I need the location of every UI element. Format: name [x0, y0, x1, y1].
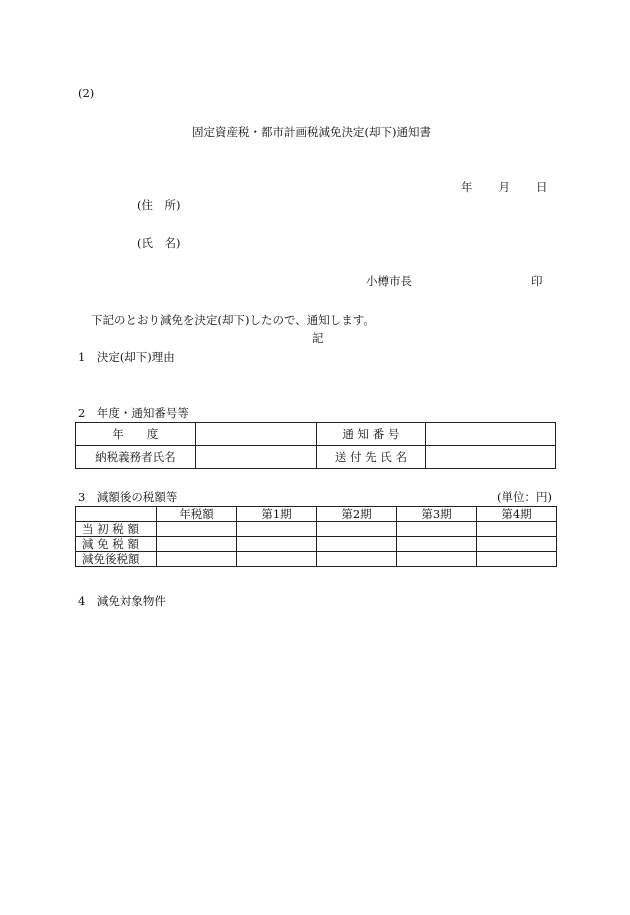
issuer-name: 小樽市長	[366, 274, 412, 288]
section1-heading: 1 決定(却下)理由	[78, 350, 175, 364]
section4-heading: 4 減免対象物件	[78, 594, 166, 608]
unit-label: (単位：円)	[497, 490, 552, 504]
table-cell	[477, 537, 557, 552]
section2-heading: 2 年度・通知番号等	[78, 406, 189, 420]
document-number: (2)	[78, 86, 95, 100]
document-title: 固定資産税・都市計画税減免決定(却下)通知書	[192, 125, 431, 139]
fiscal-year-value	[195, 423, 316, 446]
table-row	[76, 423, 556, 446]
notice-number-value	[426, 423, 556, 446]
table-cell	[157, 552, 237, 567]
intro-text: 下記のとおり減免を決定(却下)したので、通知します。	[91, 313, 375, 327]
taxpayer-name-label: 納税義務者氏名	[76, 446, 196, 469]
table-row	[76, 522, 557, 537]
table-row	[76, 552, 557, 567]
table-cell	[237, 537, 317, 552]
table-row	[76, 537, 557, 552]
fiscal-info-table	[75, 422, 556, 469]
table-row	[76, 446, 556, 469]
column-header: 第4期	[477, 507, 557, 522]
column-header: 第3期	[397, 507, 477, 522]
address-label: (住 所)	[137, 198, 181, 212]
table-cell	[237, 552, 317, 567]
row-label: 当 初 税 額	[76, 522, 157, 537]
section3-heading: 3 減額後の税額等	[78, 490, 178, 504]
tax-amount-table	[75, 506, 557, 567]
recipient-name-label: 送 付 先 氏 名	[316, 446, 426, 469]
table-cell	[397, 537, 477, 552]
column-header: 年税額	[157, 507, 237, 522]
table-cell	[317, 522, 397, 537]
table-cell	[237, 522, 317, 537]
column-header: 第1期	[237, 507, 317, 522]
notice-number-label: 通 知 番 号	[316, 423, 426, 446]
taxpayer-name-value	[195, 446, 316, 469]
column-header	[76, 507, 157, 522]
date-line: 年 月 日	[461, 180, 549, 194]
table-cell	[157, 537, 237, 552]
table-cell	[317, 552, 397, 567]
ki-heading: 記	[312, 331, 324, 345]
table-cell	[397, 552, 477, 567]
table-cell	[157, 522, 237, 537]
seal-mark: 印	[531, 274, 543, 288]
column-header: 第2期	[317, 507, 397, 522]
table-cell	[317, 537, 397, 552]
recipient-name-value	[426, 446, 556, 469]
table-header-row	[76, 507, 557, 522]
fiscal-year-label: 年 度	[76, 423, 196, 446]
table-cell	[477, 552, 557, 567]
row-label: 減免後税額	[76, 552, 157, 567]
table-cell	[397, 522, 477, 537]
table-cell	[477, 522, 557, 537]
row-label: 減 免 税 額	[76, 537, 157, 552]
name-label: (氏 名)	[137, 236, 181, 250]
